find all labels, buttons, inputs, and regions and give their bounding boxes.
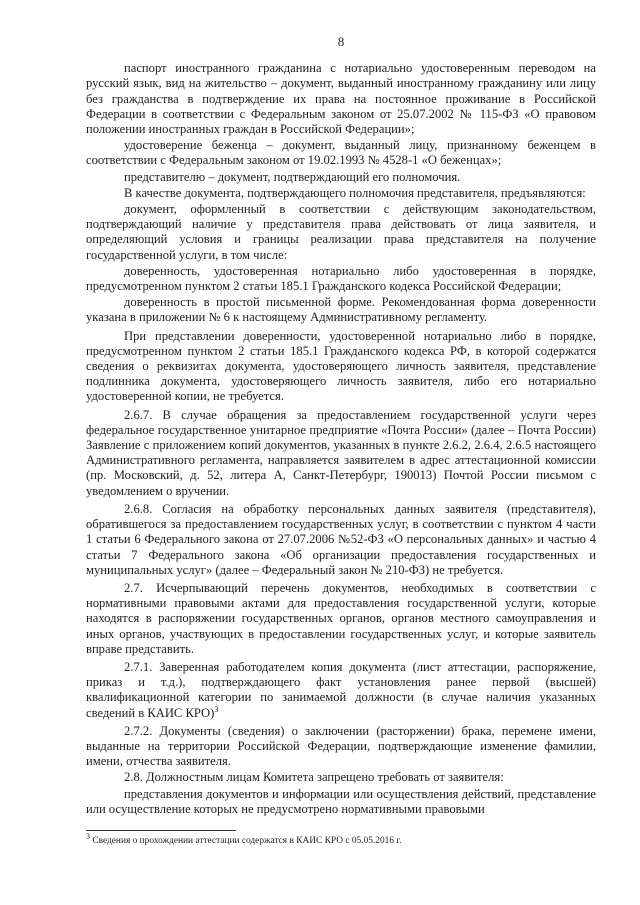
footnote	[86, 831, 596, 847]
footnote-reference: 3	[214, 704, 219, 714]
paragraph-legal-document: документ, оформленный в соответствии с действующим законодательством, подтверждающий наличие у представителя права действовать от лица заявителя, и определяющий условия и границы реализации права представителя на получение государственной услуги, в том числе:	[86, 202, 596, 262]
paragraph-notarized-power-of-attorney: доверенность, удостоверенная нотариально либо удостоверенная в порядке, предусмотренном пунктом 2 статьи 185.1 Гражданского кодекса Российской Федерации;	[86, 263, 596, 294]
paragraph-2-7: 2.7. Исчерпывающий перечень документов, необходимых в соответствии с нормативными правовыми актами для предоставления государственной услуги, которые находятся в распоряжении государственных органов, органов местного самоуправления и иных органов, участвующих в предоставлении государственных услуг, и которые заявитель вправе представить.	[86, 580, 596, 656]
paragraph-2-6-7: 2.6.7. В случае обращения за предоставлением государственной услуги через федеральное государственное унитарное предприятие «Почта России» (далее – Почта России) Заявление с приложением копий документов, указанных в пункте 2.6.2, 2.6.4, 2.6.5 настоящего Административного регламента, направляется заявителем в адрес аттестационной комиссии (пр. Московский, д. 52, литера А, Санкт-Петербург, 190013) Почтой России письмом с уведомлением о вручении.	[86, 407, 596, 498]
paragraph-representative: представителю – документ, подтверждающий его полномочия.	[124, 169, 461, 184]
paragraph-2-8: 2.8. Должностным лицам Комитета запрещено требовать от заявителя:	[124, 770, 504, 785]
paragraph-simple-power-of-attorney: доверенность в простой письменной форме. Рекомендованная форма доверенности указана в приложении № 6 к настоящему Административному регламенту.	[86, 295, 596, 325]
paragraph-2-7-1	[86, 660, 596, 721]
footnote-marker: 3	[86, 831, 90, 841]
paragraph-passport: паспорт иностранного гражданина с нотариально удостоверенным переводом на русский язык, вид на жительство – документ, выданный иностранному гражданину или лицу без гражданства в подтверждение их права на постоянное проживание в Российской Федерации в соответствии с Федеральным законом от 25.07.2002 № 115-ФЗ «О правовом положении иностранных граждан в Российской Федерации»;	[86, 61, 596, 137]
footnote-divider	[86, 830, 236, 831]
paragraph-prohibited-requirements: представления документов и информации или осуществления действий, представление или осуществление которых не предусмотрено нормативными правовыми	[86, 786, 596, 816]
paragraph-refugee-certificate: удостоверение беженца – документ, выданный лицу, признанному беженцем в соответствии с Федеральным законом от 19.02.1993 № 4528-1 «О беженцах»;	[86, 138, 596, 168]
paragraph-2-7-2: 2.7.2. Документы (сведения) о заключении (расторжении) брака, перемене имени, выданные на территории Российской Федерации, подтверждающие изменение фамилии, имени, отчества заявителя.	[86, 723, 596, 769]
paragraph-2-6-8: 2.6.8. Согласия на обработку персональных данных заявителя (представителя), обратившегося за предоставлением государственных услуг, в соответствии с пунктом 4 части 1 статьи 6 Федерального закона от 27.07.2006 №52-ФЗ «О персональных данных» и частью 4 статьи 7 Федерального закона «Об организации предоставления государственных и муниципальных услуг» (далее – Федеральный закон № 210-ФЗ) не требуется.	[86, 501, 596, 577]
paragraph-2-7-1-text: 2.7.1. Заверенная работодателем копия документа (лист аттестации, распоряжение, приказ и т.д.), подтверждающего факт установления ранее первой (высшей) квалификационной категории по занимаемой должности (в случае наличия указанных сведений в КАИС КРО)	[86, 659, 596, 720]
paragraph-authority-documents: В качестве документа, подтверждающего полномочия представителя, предъявляются:	[124, 185, 586, 200]
page-number: 8	[337, 34, 345, 49]
paragraph-power-of-attorney-details: При представлении доверенности, удостоверенной нотариально либо в порядке, предусмотренном пунктом 2 статьи 185.1 Гражданского кодекса РФ, в которой содержатся сведения о реквизитах документа, удостоверяющего личность заявителя, представление подлинника документа, удостоверяющего личность заявителя, либо его нотариально удостоверенной копии, не требуется.	[86, 328, 596, 404]
footnote-text: Сведения о прохождении аттестации содержатся в КАИС КРО с 05.05.2016 г.	[92, 836, 402, 846]
